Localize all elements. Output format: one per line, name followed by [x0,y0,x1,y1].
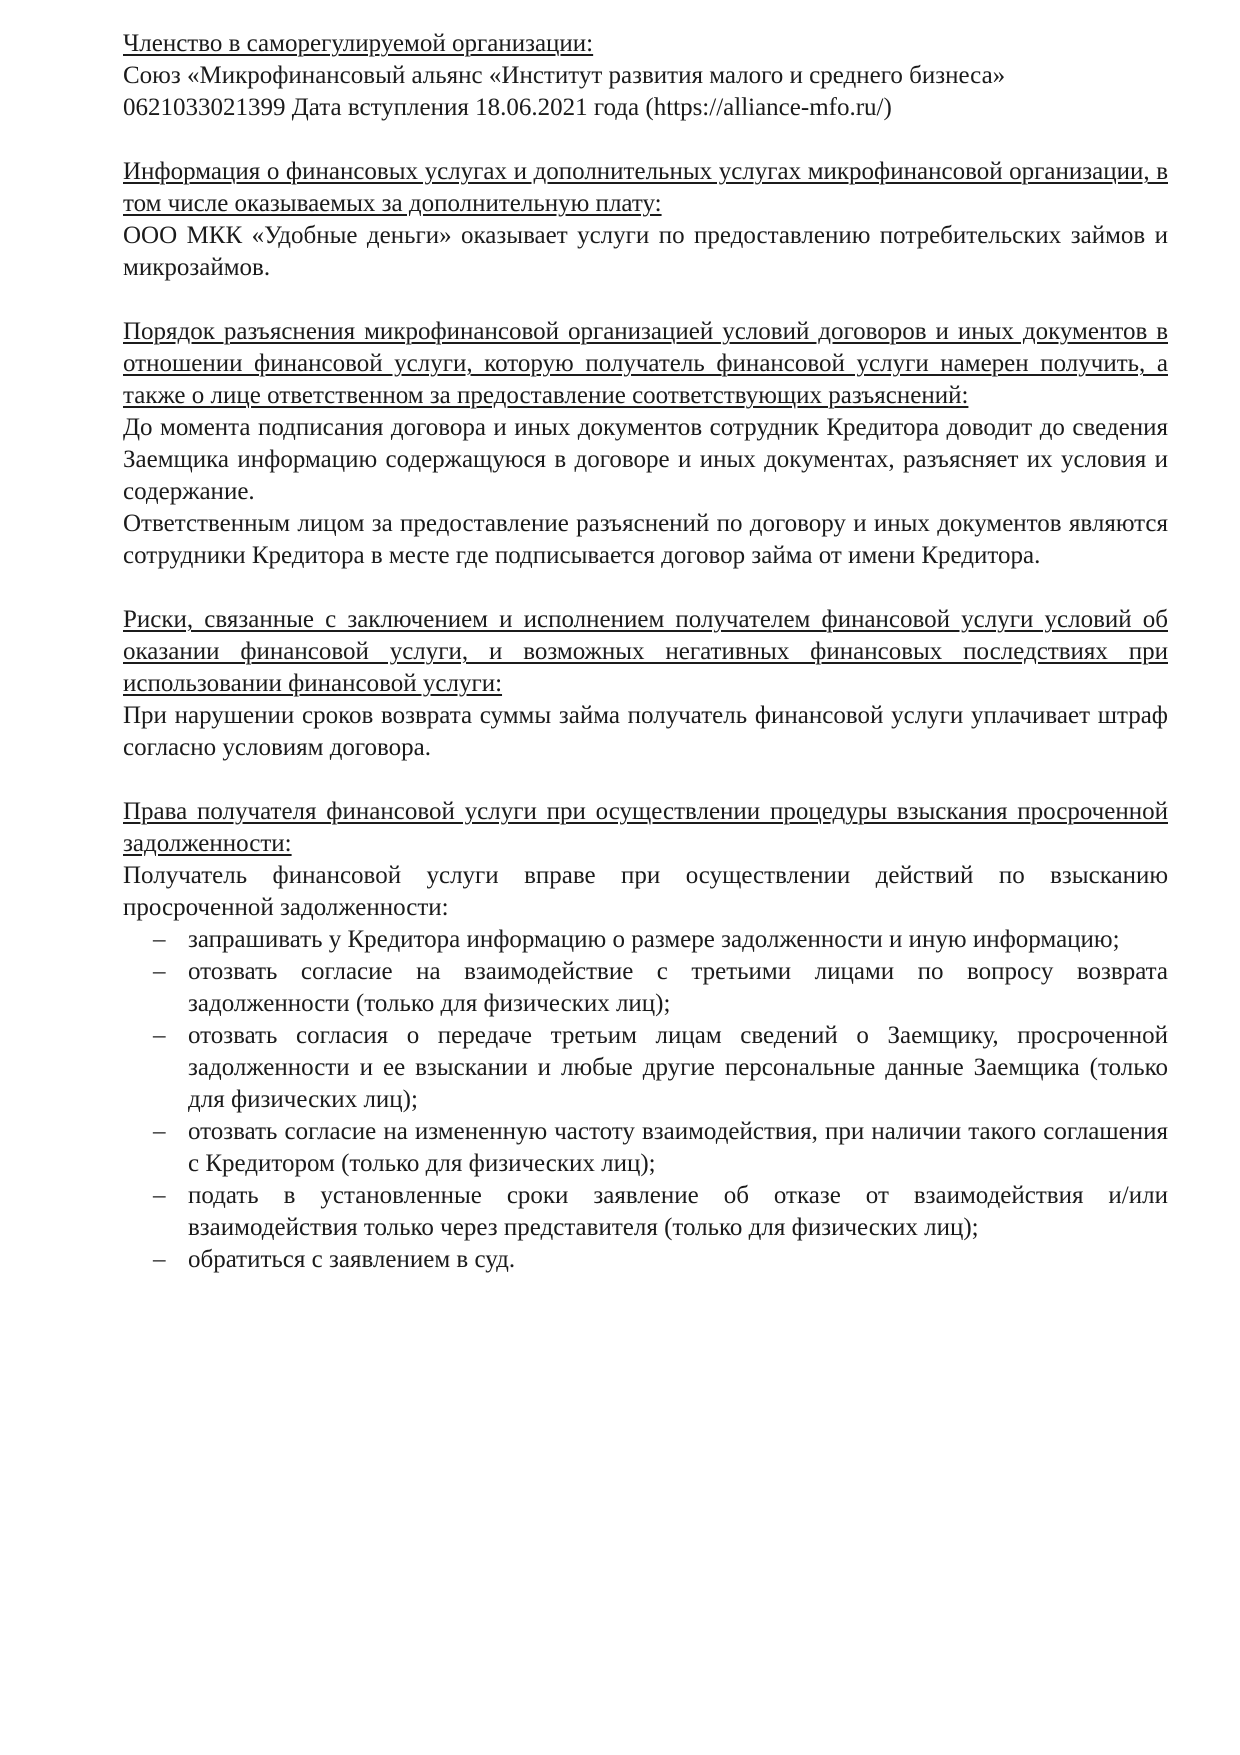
risks-text: При нарушении сроков возврата суммы займа получатель финансовой услуги уплачивает штраф согласно условиям договора. [123,702,1168,761]
list-item-text: отозвать согласия о передаче третьим лицам сведений о Заемщику, просроченной задолженности и ее взыскании и любые другие персональные данные Заемщика (только для физических лиц); [188,1022,1168,1113]
list-item-text: запрашивать у Кредитора информацию о размере задолженности и иную информацию; [188,926,1120,953]
risks-section [123,604,1168,764]
dash-bullet: – [153,1022,166,1049]
dash-bullet: – [153,958,166,985]
rights-list [123,924,1168,1276]
explanation-text-1: До момента подписания договора и иных документов сотрудник Кредитора доводит до сведения Заемщика информацию содержащуюся в договоре и иных документах, разъясняет их условия и содержание. [123,414,1168,505]
dash-bullet: – [153,1118,166,1145]
dash-bullet: – [153,1182,166,1209]
rights-section [123,796,1168,1276]
document-page [123,28,1168,1308]
list-item-text: обратиться с заявлением в суд. [188,1246,516,1273]
rights-intro: Получатель финансовой услуги вправе при осуществлении действий по взысканию просроченной задолженности: [123,862,1168,921]
membership-section [123,28,1168,124]
list-item [153,1020,1168,1116]
services-section [123,156,1168,284]
list-item [153,924,1168,956]
explanation-heading: Порядок разъяснения микрофинансовой организацией условий договоров и иных документов в отношении финансовой услуги, которую получатель финансовой услуги намерен получить, а также о лице ответственном за предоставление соответствующих разъяснений: [123,318,1168,409]
risks-heading: Риски, связанные с заключением и исполнением получателем финансовой услуги условий об оказании финансовой услуги, и возможных негативных финансовых последствиях при использовании финансовой услуги: [123,606,1168,697]
list-item-text: отозвать согласие на измененную частоту взаимодействия, при наличии такого соглашения с Кредитором (только для физических лиц); [188,1118,1168,1177]
services-text: ООО МКК «Удобные деньги» оказывает услуги по предоставлению потребительских займов и микрозаймов. [123,222,1168,281]
membership-heading: Членство в саморегулируемой организации: [123,30,594,57]
rights-heading: Права получателя финансовой услуги при осуществлении процедуры взыскания просроченной задолженности: [123,798,1168,857]
list-item [153,1116,1168,1180]
list-item [153,1180,1168,1244]
explanation-text-2: Ответственным лицом за предоставление разъяснений по договору и иных документов являются сотрудники Кредитора в месте где подписывается договор займа от имени Кредитора. [123,510,1168,569]
dash-bullet: – [153,1246,166,1273]
list-item [153,1244,1168,1276]
membership-line-1: Союз «Микрофинансовый альянс «Институт развития малого и среднего бизнеса» [123,62,1006,89]
list-item-text: подать в установленные сроки заявление об отказе от взаимодействия и/или взаимодействия только через представителя (только для физических лиц); [188,1182,1168,1241]
explanation-section [123,316,1168,572]
services-heading: Информация о финансовых услугах и дополнительных услугах микрофинансовой организации, в том числе оказываемых за дополнительную плату: [123,158,1168,217]
list-item-text: отозвать согласие на взаимодействие с третьими лицами по вопросу возврата задолженности (только для физических лиц); [188,958,1168,1017]
list-item [153,956,1168,1020]
membership-line-2: 0621033021399 Дата вступления 18.06.2021 года (https://alliance-mfo.ru/) [123,94,892,121]
dash-bullet: – [153,926,166,953]
